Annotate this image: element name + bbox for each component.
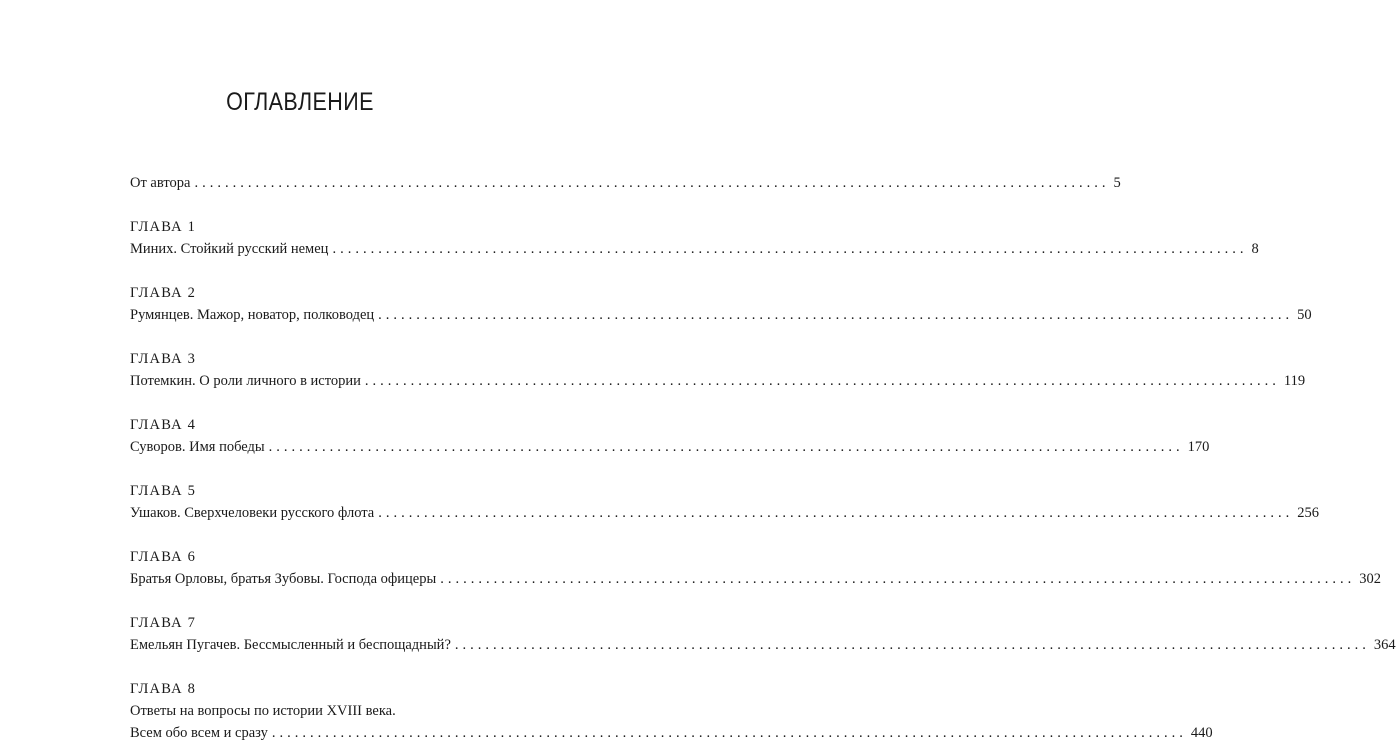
entry-title: Румянцев. Мажор, новатор, полководец [130, 307, 375, 323]
chapter-label: ГЛАВА 7 [130, 615, 197, 631]
toc-line [130, 502, 1319, 524]
chapter-label: ГЛАВА 1 [130, 219, 197, 235]
entry-title-first-line: Ответы на вопросы по истории XVIII века. [130, 703, 396, 719]
toc-entry-chapter-4 [130, 414, 1210, 458]
toc-entry-preface [130, 172, 1121, 194]
dot-leader: ........................................................................................................................ [268, 439, 1184, 455]
toc-line [130, 436, 1210, 458]
dot-leader: ........................................................................................................................ [454, 637, 1370, 653]
chapter-label: ГЛАВА 2 [130, 285, 197, 301]
toc-entry-chapter-1 [130, 216, 1259, 260]
page-number: 170 [1187, 439, 1210, 455]
entry-title: Миних. Стойкий русский немец [130, 241, 329, 257]
chapter-label: ГЛАВА 8 [130, 681, 197, 697]
toc-entry-chapter-8 [130, 678, 1213, 744]
entry-title: Емельян Пугачев. Бессмысленный и беспощадный? [130, 637, 451, 653]
toc-line [130, 568, 1381, 590]
page-number: 119 [1283, 373, 1306, 389]
toc-entry-chapter-3 [130, 348, 1306, 392]
page-number: 364 [1373, 637, 1396, 653]
page-number: 302 [1359, 571, 1381, 587]
entry-title: Суворов. Имя победы [130, 439, 265, 455]
page-number: 8 [1251, 241, 1259, 257]
chapter-label: ГЛАВА 4 [130, 417, 197, 433]
toc-line [130, 304, 1312, 326]
dot-leader: ........................................................................................................................ [194, 175, 1110, 191]
page-number: 440 [1190, 725, 1213, 741]
chapter-label: ГЛАВА 5 [130, 483, 197, 499]
toc-line [130, 722, 1213, 744]
dot-leader: ........................................................................................................................ [271, 725, 1187, 741]
dot-leader: ........................................................................................................................ [378, 307, 1294, 323]
toc-line [130, 238, 1259, 260]
page-number: 5 [1113, 175, 1121, 191]
page-number: 50 [1297, 307, 1312, 323]
dot-leader: ........................................................................................................................ [440, 571, 1356, 587]
entry-title: Потемкин. О роли личного в истории [130, 373, 361, 389]
entry-title: От автора [130, 175, 191, 191]
page-title: ОГЛАВЛЕНИЕ [226, 88, 374, 116]
dot-leader: ........................................................................................................................ [364, 373, 1280, 389]
chapter-label: ГЛАВА 3 [130, 351, 197, 367]
table-of-contents [130, 172, 1396, 744]
toc-entry-chapter-2 [130, 282, 1312, 326]
toc-line [130, 634, 1396, 656]
toc-line [130, 370, 1306, 392]
toc-line [130, 172, 1121, 194]
entry-title: Ушаков. Сверхчеловеки русского флота [130, 505, 375, 521]
page-number: 256 [1297, 505, 1319, 521]
dot-leader: ........................................................................................................................ [378, 505, 1294, 521]
entry-title: Братья Орловы, братья Зубовы. Господа офицеры [130, 571, 437, 587]
toc-entry-chapter-7 [130, 612, 1396, 656]
entry-title: Всем обо всем и сразу [130, 725, 268, 741]
toc-entry-chapter-6 [130, 546, 1381, 590]
chapter-label: ГЛАВА 6 [130, 549, 197, 565]
dot-leader: ........................................................................................................................ [332, 241, 1248, 257]
toc-entry-chapter-5 [130, 480, 1319, 524]
